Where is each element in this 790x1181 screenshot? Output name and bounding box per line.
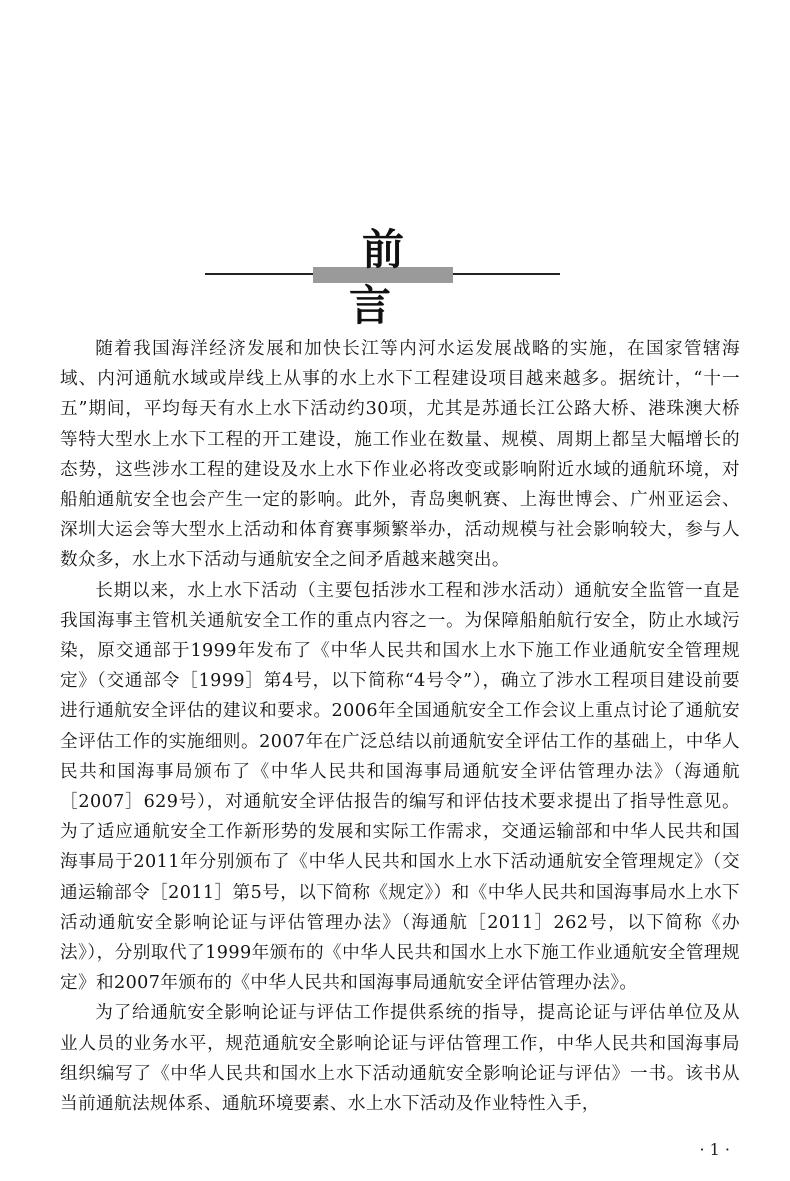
body-text: [60, 334, 740, 1119]
paragraph-1: 随着我国海洋经济发展和加快长江等内河水运发展战略的实施，在国家管辖海域、内河通航水域或岸线上从事的水上水下工程建设项目越来越多。据统计，“十一五”期间，平均每天有水上水下活动约30项，尤其是苏通长江公路大桥、港珠澳大桥等特大型水上水下工程的开工建设，施工作业在数量、规模、周期上都呈大幅增长的态势，这些涉水工程的建设及水上水下作业必将改变或影响附近水域的通航环境，对船舶通航安全也会产生一定的影响。此外，青岛奥帆赛、上海世博会、广州亚运会、深圳大运会等大型水上活动和体育赛事频繁举办，活动规模与社会影响较大，参与人数众多，水上水下活动与通航安全之间矛盾越来越突出。: [60, 339, 740, 571]
preface-heading: [205, 222, 560, 330]
paragraph-2: 长期以来，水上水下活动（主要包括涉水工程和涉水活动）通航安全监管一直是我国海事主管机关通航安全工作的重点内容之一。为保障船舶航行安全，防止水域污染，原交通部于1999年发布了《中华人民共和国水上水下施工作业通航安全管理规定》（交通部令［1999］第4号，以下简称“4号令”），确立了涉水工程项目建设前要进行通航安全评估的建议和要求。2006年全国通航安全工作会议上重点讨论了通航安全评估工作的实施细则。2007年在广泛总结以前通航安全评估工作的基础上，中华人民共和国海事局颁布了《中华人民共和国海事局通航安全评估管理办法》（海通航［2007］629号），对通航安全评估报告的编写和评估技术要求提出了指导性意见。为了适应通航安全工作新形势的发展和实际工作需求，交通运输部和中华人民共和国海事局于2011年分别颁布了《中华人民共和国水上水下活动通航安全管理规定》（交通运输部令［2011］第5号，以下简称《规定》）和《中华人民共和国海事局水上水下活动通航安全影响论证与评估管理办法》（海通航［2011］262号，以下简称《办法》），分别取代了1999年颁布的《中华人民共和国水上水下施工作业通航安全管理规定》和2007年颁布的《中华人民共和国海事局通航安全评估管理办法》。: [60, 580, 740, 994]
page-number: · 1 ·: [699, 1140, 730, 1159]
page-title: 前言: [348, 225, 430, 330]
paragraph-3: 为了给通航安全影响论证与评估工作提供系统的指导，提高论证与评估单位及从业人员的业务水平，规范通航安全影响论证与评估管理工作，中华人民共和国海事局组织编写了《中华人民共和国水上水下活动通航安全影响论证与评估》一书。该书从当前通航法规体系、通航环境要素、水上水下活动及作业特性入手，: [60, 1003, 740, 1115]
